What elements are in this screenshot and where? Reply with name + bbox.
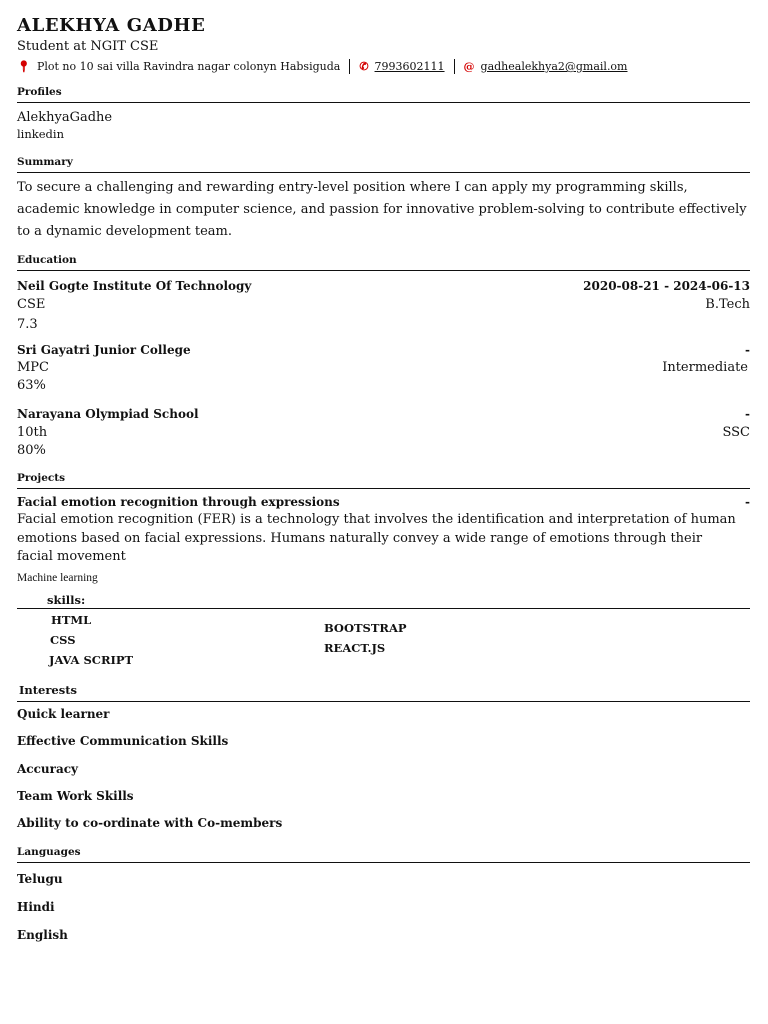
education-dates: - xyxy=(745,407,750,421)
interest-item: Team Work Skills xyxy=(17,789,134,803)
interests-rule xyxy=(17,701,750,702)
phone-link[interactable]: 7993602111 xyxy=(374,60,445,73)
interest-item: Quick learner xyxy=(17,707,110,721)
profile-network: linkedin xyxy=(17,127,64,141)
interest-item: Ability to co-ordinate with Co-members xyxy=(17,816,283,830)
education-degree: SSC xyxy=(722,425,750,440)
summary-text: To secure a challenging and rewarding entry-level position where I can apply my programming skills, academic knowledge in computer science, and passion for innovative problem-solving to contribute effectively to a dynamic development team. xyxy=(17,180,747,239)
education-institution: Narayana Olympiad School xyxy=(17,407,199,421)
education-rule xyxy=(17,270,750,271)
education-institution: Neil Gogte Institute Of Technology xyxy=(17,279,252,293)
education-score: 63% xyxy=(17,378,46,393)
language-item: English xyxy=(17,928,68,942)
skills-rule xyxy=(17,608,750,609)
projects-rule xyxy=(17,488,750,489)
project-description: Facial emotion recognition (FER) is a technology that involves the identification and interpretation of human emotions based on facial expressions. Humans naturally convey a wide range of emotions through their facial movement xyxy=(17,512,736,564)
interest-item: Effective Communication Skills xyxy=(17,734,229,748)
profile-username[interactable]: AlekhyaGadhe xyxy=(17,110,113,125)
education-score: 80% xyxy=(17,443,46,458)
education-area: MPC xyxy=(17,360,50,375)
summary-rule xyxy=(17,172,750,173)
language-item: Hindi xyxy=(17,900,55,914)
interests-heading: Interests xyxy=(19,683,78,697)
project-dates: - xyxy=(745,495,750,509)
skill-item: REACT.JS xyxy=(324,641,386,655)
skill-item: CSS xyxy=(50,633,76,647)
contact-divider xyxy=(454,59,455,74)
skill-item: HTML xyxy=(51,613,92,627)
skills-heading: skills: xyxy=(47,593,86,607)
contact-divider xyxy=(349,59,350,74)
address-text: Plot no 10 sai villa Ravindra nagar colonyn Habsiguda xyxy=(36,60,341,73)
education-dates: - xyxy=(745,343,750,357)
location-pin-icon: 📍︎ xyxy=(17,60,31,73)
candidate-tagline: Student at NGIT CSE xyxy=(17,39,159,54)
summary-heading: Summary xyxy=(17,156,73,168)
education-area: 10th xyxy=(17,425,48,440)
project-keywords: Machine learning xyxy=(17,572,98,584)
education-area: CSE xyxy=(17,297,46,312)
interest-item: Accuracy xyxy=(17,762,79,776)
languages-heading: Languages xyxy=(17,846,81,858)
profiles-heading: Profiles xyxy=(17,86,62,98)
skill-item: JAVA SCRIPT xyxy=(49,653,134,667)
education-dates: 2020-08-21 - 2024-06-13 xyxy=(583,279,750,293)
project-name: Facial emotion recognition through expressions xyxy=(17,495,340,509)
languages-rule xyxy=(17,862,750,863)
language-item: Telugu xyxy=(17,872,63,886)
skill-item: BOOTSTRAP xyxy=(324,621,407,635)
education-score: 7.3 xyxy=(17,317,38,332)
education-heading: Education xyxy=(17,254,77,266)
projects-heading: Projects xyxy=(17,472,66,484)
at-sign-icon: @ xyxy=(463,60,475,73)
education-degree: Intermediate xyxy=(662,360,748,375)
education-degree: B.Tech xyxy=(705,297,750,312)
phone-icon: ✆ xyxy=(359,60,369,73)
contact-line xyxy=(17,59,628,74)
candidate-name: ALEKHYA GADHE xyxy=(17,15,206,36)
email-link[interactable]: gadhealekhya2@gmail.om xyxy=(480,60,628,73)
profiles-rule xyxy=(17,102,750,103)
education-institution: Sri Gayatri Junior College xyxy=(17,343,191,357)
